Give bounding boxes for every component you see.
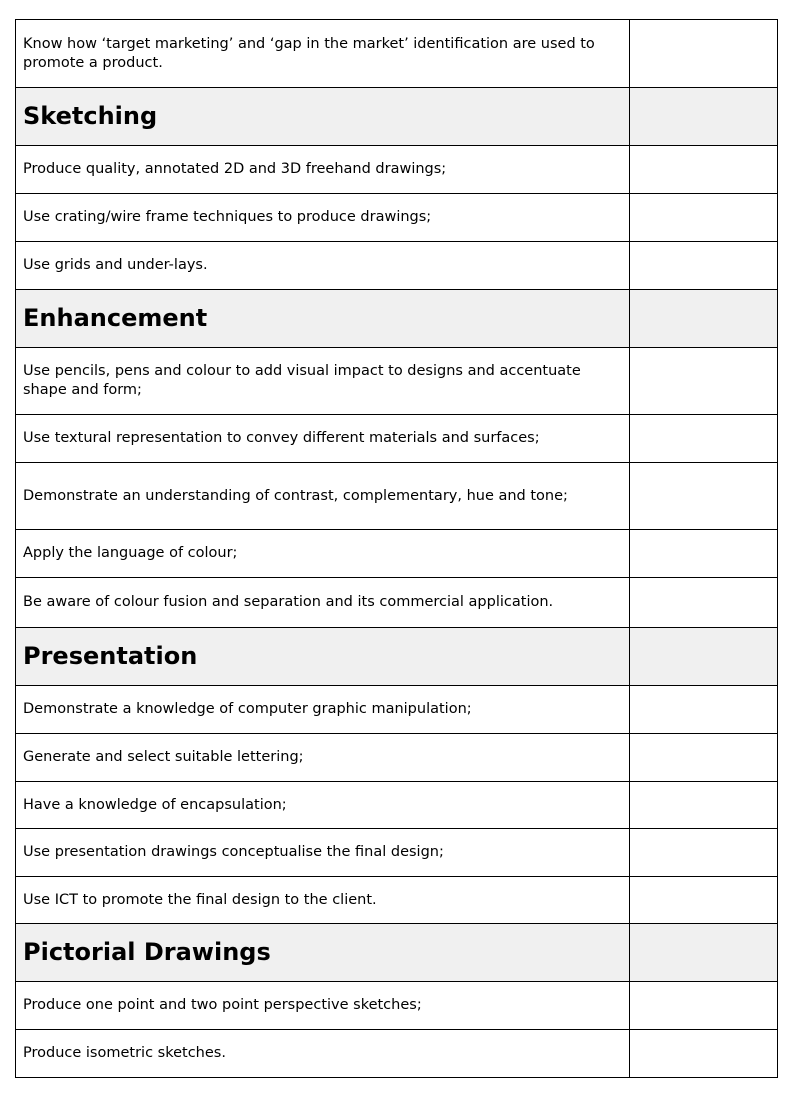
checklist-row [16, 782, 778, 829]
criterion-text: Know how ‘target marketing’ and ‘gap in the market’ identification are used to promote a product. [16, 20, 630, 88]
checkbox-cell[interactable] [630, 463, 778, 530]
criterion-text: Produce quality, annotated 2D and 3D freehand drawings; [16, 146, 630, 194]
criterion-text: Demonstrate an understanding of contrast, complementary, hue and tone; [16, 463, 630, 530]
criterion-text: Use textural representation to convey different materials and surfaces; [16, 415, 630, 463]
criterion-text: Demonstrate a knowledge of computer graphic manipulation; [16, 686, 630, 734]
checkbox-cell[interactable] [630, 242, 778, 290]
checklist-row [16, 578, 778, 628]
criterion-text: Use crating/wire frame techniques to produce drawings; [16, 194, 630, 242]
criterion-text: Use grids and under-lays. [16, 242, 630, 290]
criterion-text: Use ICT to promote the final design to the client. [16, 877, 630, 924]
checkbox-cell[interactable] [630, 530, 778, 578]
checkbox-cell[interactable] [630, 578, 778, 628]
checklist-row [16, 530, 778, 578]
checklist-row [16, 20, 778, 88]
heading-blank-cell [630, 628, 778, 686]
checklist-row [16, 734, 778, 782]
checklist-row [16, 415, 778, 463]
criterion-text: Use presentation drawings conceptualise the final design; [16, 829, 630, 877]
criterion-text: Produce isometric sketches. [16, 1030, 630, 1078]
checkbox-cell[interactable] [630, 686, 778, 734]
heading-blank-cell [630, 88, 778, 146]
checklist-row [16, 686, 778, 734]
checkbox-cell[interactable] [630, 829, 778, 877]
criterion-text: Produce one point and two point perspective sketches; [16, 982, 630, 1030]
section-heading: Enhancement [16, 290, 630, 348]
checkbox-cell[interactable] [630, 877, 778, 924]
section-heading-row [16, 628, 778, 686]
checkbox-cell[interactable] [630, 1030, 778, 1078]
checklist-row [16, 194, 778, 242]
checklist-row [16, 242, 778, 290]
checklist-row [16, 877, 778, 924]
section-heading-row [16, 290, 778, 348]
checklist-row [16, 146, 778, 194]
checklist-row [16, 463, 778, 530]
checkbox-cell[interactable] [630, 20, 778, 88]
checkbox-cell[interactable] [630, 782, 778, 829]
criterion-text: Generate and select suitable lettering; [16, 734, 630, 782]
checkbox-cell[interactable] [630, 146, 778, 194]
criterion-text: Apply the language of colour; [16, 530, 630, 578]
heading-blank-cell [630, 290, 778, 348]
checkbox-cell[interactable] [630, 415, 778, 463]
checkbox-cell[interactable] [630, 734, 778, 782]
section-heading-row [16, 88, 778, 146]
checklist-row [16, 348, 778, 415]
heading-blank-cell [630, 924, 778, 982]
checklist-row [16, 829, 778, 877]
criterion-text: Have a knowledge of encapsulation; [16, 782, 630, 829]
section-heading: Presentation [16, 628, 630, 686]
checklist-row [16, 1030, 778, 1078]
criterion-text: Use pencils, pens and colour to add visual impact to designs and accentuate shape and form; [16, 348, 630, 415]
checkbox-cell[interactable] [630, 194, 778, 242]
section-heading: Sketching [16, 88, 630, 146]
criterion-text: Be aware of colour fusion and separation and its commercial application. [16, 578, 630, 628]
checkbox-cell[interactable] [630, 348, 778, 415]
section-heading-row [16, 924, 778, 982]
skills-checklist-table [15, 19, 778, 1078]
checkbox-cell[interactable] [630, 982, 778, 1030]
checklist-row [16, 982, 778, 1030]
section-heading: Pictorial Drawings [16, 924, 630, 982]
